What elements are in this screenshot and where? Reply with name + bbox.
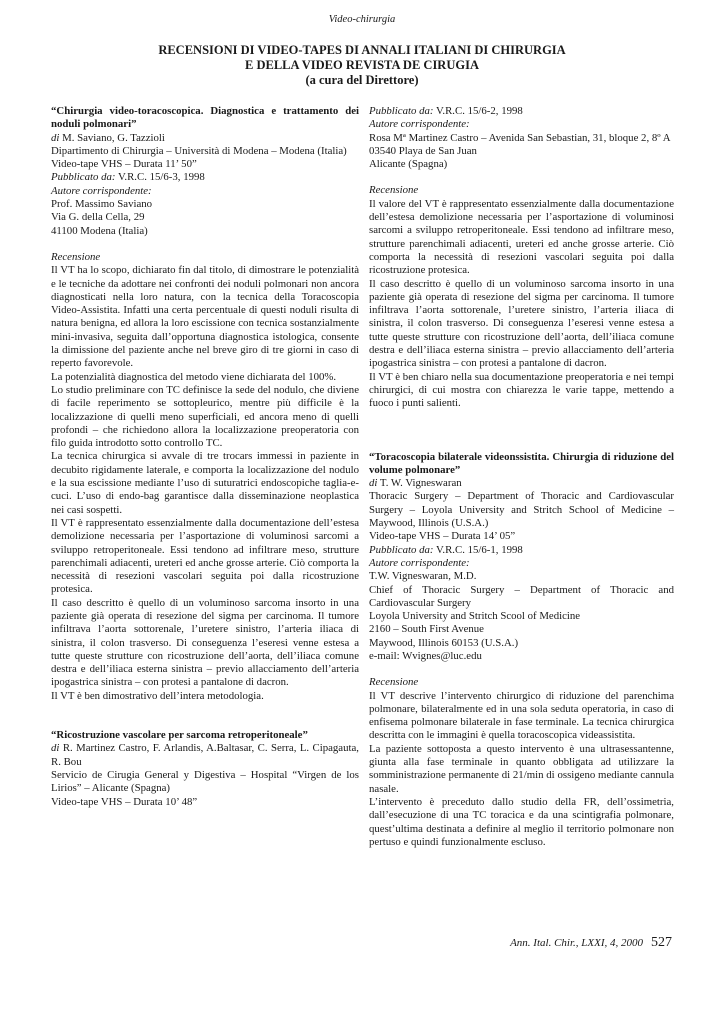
article2-authors-line bbox=[51, 742, 359, 769]
article1-author-label: Autore corrispondente: bbox=[51, 184, 152, 197]
article1-paragraph: Il VT ha lo scopo, dichiarato fin dal titolo, di dimostrare le potenzialità e le tecniche da adottare nei confronti dei noduli polmonari non ancora diagnosticati nella loro natura, con la tecnica della Toracoscopia Video-Assistita. Infatti una certa percentuale di questi noduli risulta di natura benigna, ed allora la loro escissione con tecnica sostanzialmente mini-invasiva, seguita dall’opportuna diagnostica istologica, consente la dimissione del paziente anche nel breve giro di tre giorni in caso di reperto favorevole. bbox=[51, 264, 359, 370]
article3-paragraph: La paziente sottoposta a questo intervento è una ultrasessantenne, giunta alla fase terminale in quanto obbligata ad utilizzare la somministrazione permanente di 21/min di ossigeno mediante cannula nasale. bbox=[369, 742, 674, 795]
left-column bbox=[51, 105, 359, 809]
article2-video: Video-tape VHS – Durata 10’ 48” bbox=[51, 795, 198, 808]
article3-di: di bbox=[369, 477, 378, 490]
journal-reference: Ann. Ital. Chir., LXXI, 4, 2000 bbox=[510, 937, 643, 949]
right-column bbox=[369, 105, 674, 849]
article3-authors: T. W. Vigneswaran bbox=[379, 477, 462, 490]
title-line-2: E DELLA VIDEO REVISTA DE CIRUGIA bbox=[245, 58, 479, 72]
article2-title: “Ricostruzione vascolare per sarcoma retroperitoneale” bbox=[51, 729, 308, 742]
article1-pub-line bbox=[51, 171, 359, 184]
title-line-3: (a cura del Direttore) bbox=[305, 73, 419, 87]
article3-review-label: Recensione bbox=[369, 676, 419, 689]
article3-pub-label: Pubblicato da: bbox=[369, 543, 434, 556]
article1-paragraph: Lo studio preliminare con TC definisce la sede del nodulo, che diviene di facile reperimento se sottopleurico, mentre più difficile è la localizzazione di quelli meno superficiali, ed ancora meno di quelli profondi – che richiedono allora la localizzazione preoperatoria con filo guida introdotto sotto controllo TC. bbox=[51, 383, 359, 450]
article3-author-label: Autore corrispondente: bbox=[369, 556, 470, 569]
article1-review-label: Recensione bbox=[51, 250, 101, 263]
article3-paragraph: L’intervento è preceduto dallo studio della FR, dell’ossimetria, dall’esecuzione di una TC toracica e da una scintigrafia polmonare, quest’ultima destinata a definire al meglio il territorio polmonare non pertuso e quindi funzionalmente escluso. bbox=[369, 795, 674, 848]
article3-pub-value: V.R.C. 15/6-1, 1998 bbox=[436, 543, 523, 556]
page-title bbox=[60, 43, 664, 88]
article1-di: di bbox=[51, 131, 60, 144]
article2-authors: R. Martinez Castro, F. Arlandis, A.Baltasar, C. Serra, L. Cipagauta, R. Bou bbox=[51, 742, 359, 768]
article3-title: “Toracoscopia bilaterale videonssistita. Chirurgia di riduzione del volume polmonare” bbox=[369, 450, 674, 476]
article1-paragraph: Il VT è rappresentato essenzialmente dalla documentazione dell’estesa demolizione necessaria per l’asportazione di voluminosi sarcomi a sviluppo retroperitoneale. Essi tendono ad infiltrare meso, strutture parenchimali adiacenti, ureteri ed anche grosse arterie. Ciò comporta la necessità di resezioni vascolari seguita poi dalla ricostruzione protesica. bbox=[51, 516, 359, 596]
article1-video: Video-tape VHS – Durata 11’ 50” bbox=[51, 158, 197, 171]
page-number: 527 bbox=[651, 935, 672, 950]
article2-contact: Rosa Mª Martinez Castro – Avenida San Sebastian, 31, bloque 2, 8º A 03540 Playa de San Juan Alicante (Spagna) bbox=[369, 131, 671, 171]
article3-authors-line bbox=[369, 477, 674, 490]
article3-video: Video-tape VHS – Durata 14’ 05” bbox=[369, 530, 516, 543]
article2-di: di bbox=[51, 742, 60, 755]
page-footer bbox=[510, 935, 672, 951]
article1-paragraph: La potenzialità diagnostica del metodo viene dichiarata del 100%. bbox=[51, 370, 337, 383]
article3-contact: T.W. Vigneswaran, M.D. Chief of Thoracic Surgery – Department of Thoracic and Cardiovascular Surgery Loyola University and Stritch Scool of Medicine 2160 – South First Avenue Maywood, Illinois 60153 (U.S.A.) e-mail: Wvignes@luc.edu bbox=[369, 570, 674, 662]
title-line-1: RECENSIONI DI VIDEO-TAPES DI ANNALI ITALIANI DI CHIRURGIA bbox=[158, 43, 566, 57]
article1-paragraph: Il VT è ben dimostrativo dell’intera metodologia. bbox=[51, 689, 264, 702]
article2-paragraph: Il caso descritto è quello di un voluminoso sarcoma insorto in una paziente già operata di resezione del sigma per carcinoma. Il tumore infiltrava l’aorta sottorenale, l’uretere sinistro, l’arteria iliaca di sinistra, il colon trasverso. Di conseguenza l’eseresi venne estesa a tutte queste strutture con ricostruzione dell’aorta, dell’iliaca comune destra e dell’iliaca esterna sinistra – previo allacciamento dell’arteria ipogastrica sinistra – con protesi a pantalone di dacron. bbox=[369, 277, 674, 370]
article1-authors: M. Saviano, G. Tazzioli bbox=[62, 131, 165, 144]
article3-pub-line bbox=[369, 544, 674, 557]
article1-contact: Prof. Massimo Saviano Via G. della Cella, 29 41100 Modena (Italia) bbox=[51, 198, 153, 237]
article1-pub-label: Pubblicato da: bbox=[51, 171, 116, 184]
article2-review-label: Recensione bbox=[369, 184, 419, 197]
article2-pub-value: V.R.C. 15/6-2, 1998 bbox=[436, 105, 523, 117]
article2-institution: Servicio de Cirugia General y Digestiva – Hospital “Virgen de los Lirios” – Alicante (Spagna) bbox=[51, 768, 359, 795]
article3-institution: Thoracic Surgery – Department of Thoracic and Cardiovascular Surgery – Loyola University and Stritch School of Medicine – Maywood, Illinois (U.S.A.) bbox=[369, 490, 674, 530]
article1-pub-value: V.R.C. 15/6-3, 1998 bbox=[118, 171, 205, 184]
article3-paragraph: Il VT descrive l’intervento chirurgico di riduzione del parenchima polmonare, bilateralmente ed in una sola seduta operatoria, in caso di enfisema polmonare bilaterale in fase terminale. La tecnica chirurgica descritta con le immagini è quella toracoscopica videassistita. bbox=[369, 689, 674, 742]
article1-paragraph: La tecnica chirurgica si avvale di tre trocars immessi in paziente in decubito rigidamente laterale, e comporta la localizzazione del nodulo e la sua escissione mediante l’uso di suturatrici endoscopiche taglia-e-cuci. L’uso di endo-bag garantisce dalla disseminazione neoplastica nei casi sospetti. bbox=[51, 450, 359, 516]
running-head: Video-chirurgia bbox=[328, 14, 396, 25]
article2-paragraph: Il VT è ben chiaro nella sua documentazione preoperatoria e nei tempi chirurgici, di cui mostra con chiarezza le varie tappe, mettendo a fuoco i punti salienti. bbox=[369, 370, 674, 410]
article2-pub-label: Pubblicato da: bbox=[369, 105, 434, 117]
article1-paragraph: Il caso descritto è quello di un voluminoso sarcoma insorto in una paziente già operata di resezione del sigma per carcinoma. Il tumore infiltrava l’aorta sottorenale, l’uretere sinistro, l’arteria iliaca di sinistra, il colon trasverso. Di conseguenza l’eseresi venne estesa a tutte queste strutture con ricostruzione dell’aorta, dell’iliaca comune destra e dell’iliaca esterna sinistra – previo allacciamento dell’arteria ipogastrica sinistra – con protesi a pantalone di dacron. bbox=[51, 596, 359, 689]
article1-title: “Chirurgia video-toracoscopica. Diagnostica e trattamento dei noduli polmonari” bbox=[51, 105, 359, 131]
article2-author-label: Autore corrispondente: bbox=[369, 118, 470, 131]
article1-authors-line bbox=[51, 132, 359, 145]
article1-institution: Dipartimento di Chirurgia – Università di Modena – Modena (Italia) bbox=[51, 144, 347, 157]
article2-pub-line bbox=[369, 105, 674, 118]
article2-paragraph: Il valore del VT è rappresentato essenzialmente dalla documentazione dell’estesa demolizione necessaria per l’asportazione di voluminosi sarcomi a sviluppo retroperitoneale. Essi tendono ad infiltrare meso, strutture parenchimali adiacenti, ureteri ed anche grosse arterie. Ciò comporta la necessità di resezioni vascolari seguita poi dalla ricostruzione protesica. bbox=[369, 197, 674, 277]
